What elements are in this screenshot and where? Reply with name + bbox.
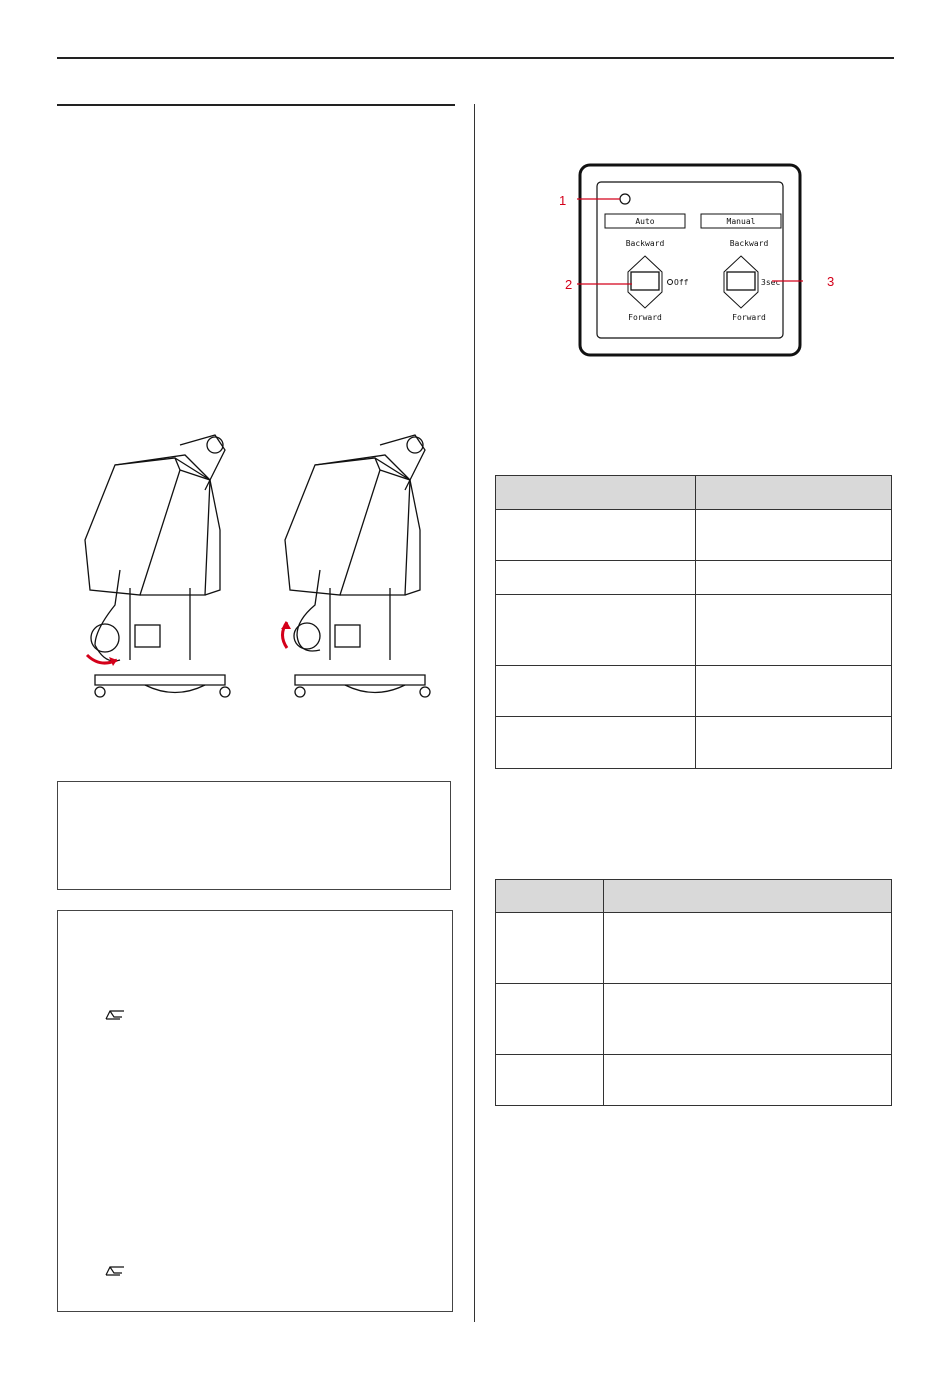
- hold-label: 3sec: [761, 278, 781, 287]
- table-row: [496, 666, 892, 717]
- header-rule: [57, 57, 894, 59]
- auto-forward-label: Forward: [628, 313, 662, 322]
- auto-label: Auto: [635, 217, 655, 226]
- table-row: [496, 717, 892, 769]
- indicator-light-table: [495, 879, 892, 1106]
- printer-figure-right: [285, 435, 430, 697]
- table-header-cell: [496, 880, 604, 913]
- table-row: [496, 1055, 892, 1106]
- off-label: Off: [674, 278, 689, 287]
- table-header-row: [496, 880, 892, 913]
- table-row: [496, 510, 892, 561]
- auto-backward-label: Backward: [625, 239, 665, 248]
- panel-callouts: [555, 188, 845, 298]
- pointing-hand-icon: [104, 1009, 126, 1021]
- callout-2: 2: [565, 277, 573, 292]
- table-header-row: [496, 476, 892, 510]
- table-header-cell: [604, 880, 892, 913]
- take-up-reel-illustration: [75, 430, 445, 705]
- callout-3: 3: [827, 274, 835, 289]
- reference-box: [57, 910, 453, 1312]
- printer-figure-left: [85, 435, 230, 697]
- table-row: [496, 561, 892, 595]
- note-box: [57, 781, 451, 890]
- pointing-hand-icon: [104, 1265, 126, 1277]
- callout-1: 1: [559, 193, 567, 208]
- manual-backward-label: Backward: [729, 239, 769, 248]
- section-rule: [57, 104, 455, 106]
- manual-forward-label: Forward: [732, 313, 766, 322]
- table-row: [496, 984, 892, 1055]
- switch-mode-table: [495, 475, 892, 769]
- column-divider: [474, 104, 475, 1322]
- table-row: [496, 913, 892, 984]
- table-header-cell: [696, 476, 892, 510]
- manual-label: Manual: [726, 217, 756, 226]
- table-header-cell: [496, 476, 696, 510]
- table-row: [496, 595, 892, 666]
